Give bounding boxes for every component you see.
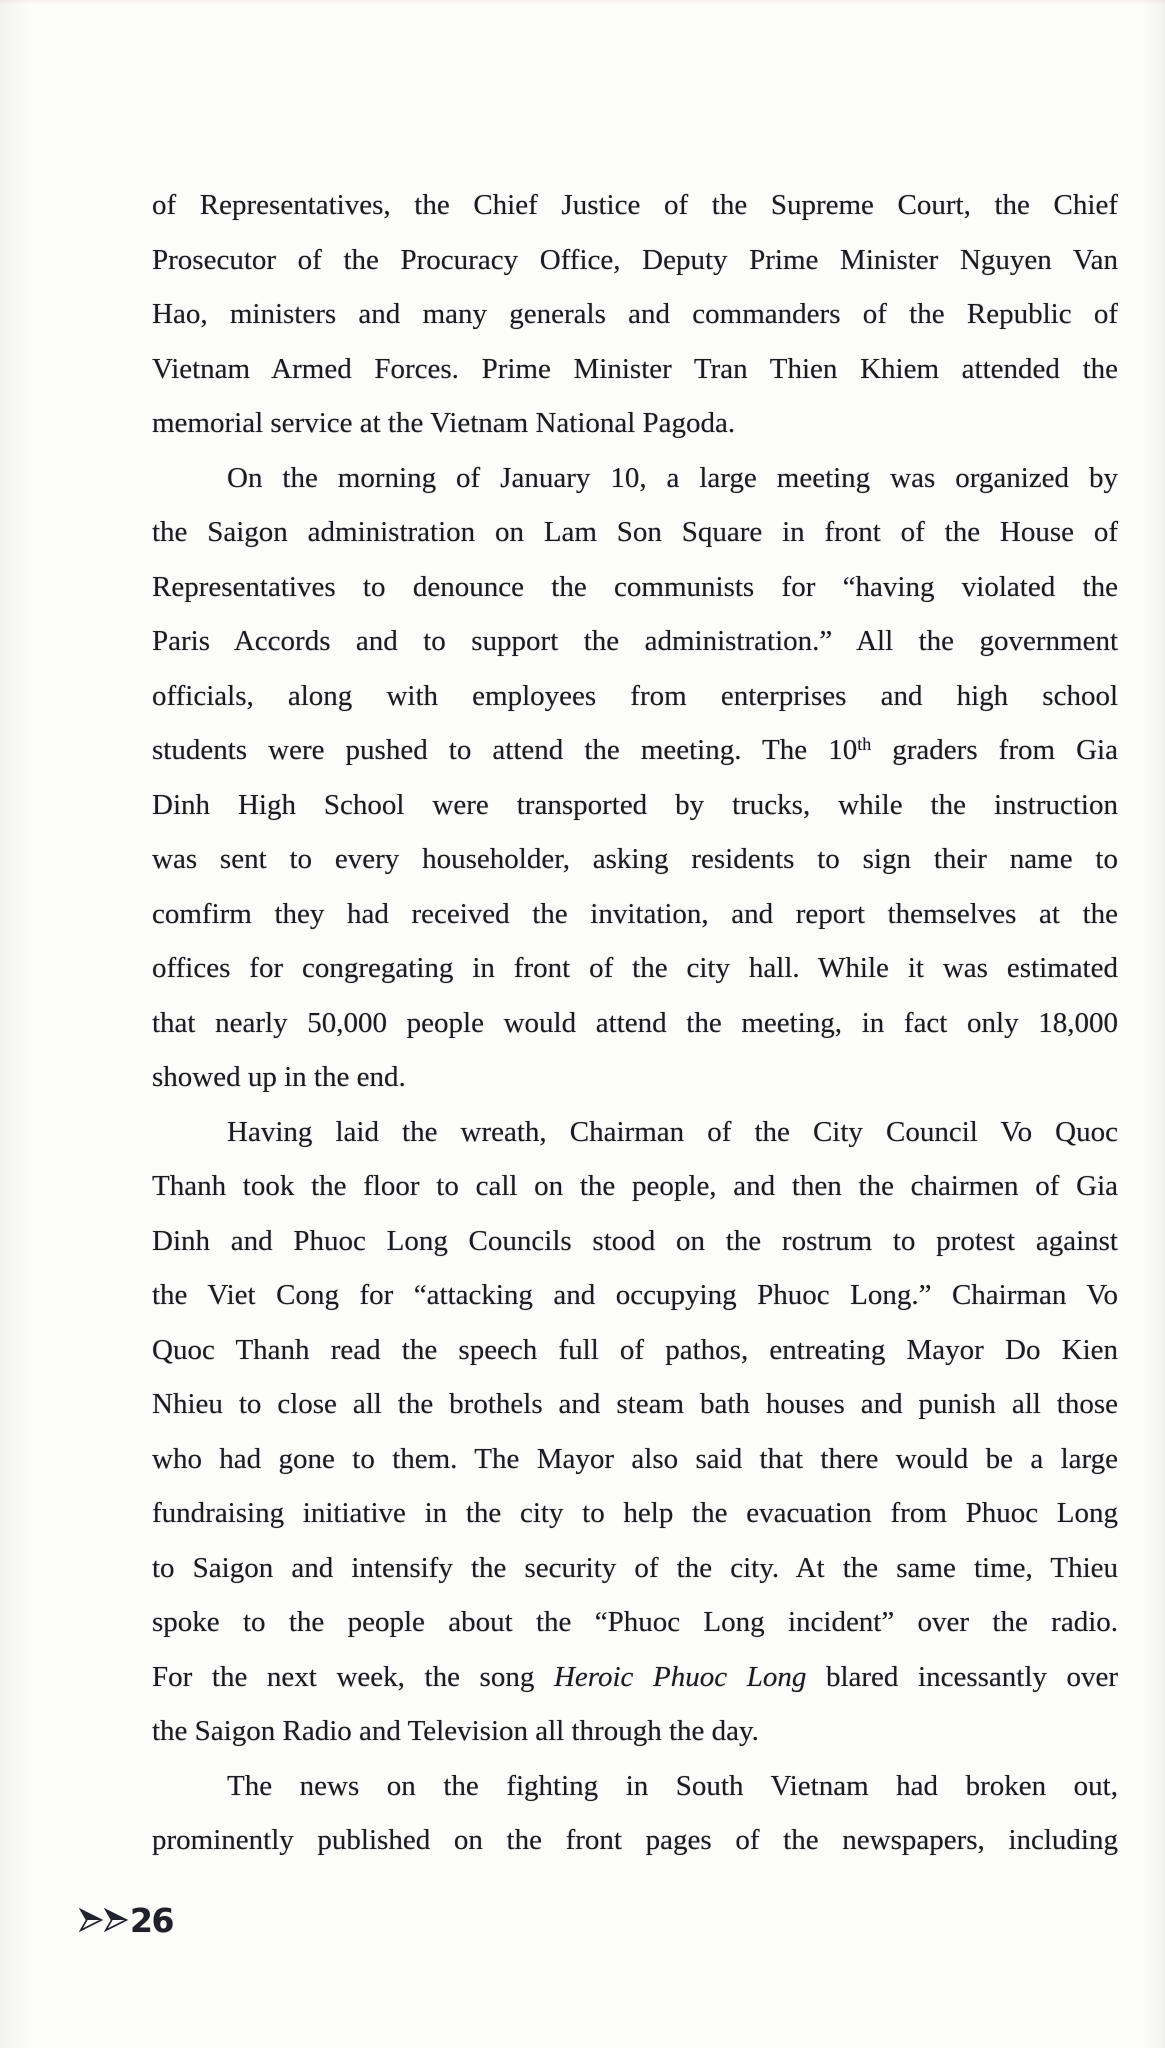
paragraph <box>152 1105 1118 1759</box>
text-line: who had gone to them. The Mayor also said that there would be a large <box>152 1442 1118 1475</box>
text-line: Hao, ministers and many generals and commanders of the Republic of <box>152 298 1118 330</box>
text-line: Prosecutor of the Procuracy Office, Deputy Prime Minister Nguyen Van <box>152 243 1118 276</box>
text-line: the Saigon Radio and Television all through the day. <box>152 1715 759 1747</box>
text-line: the Viet Cong for “attacking and occupying Phuoc Long.” Chairman Vo <box>152 1279 1118 1311</box>
text-block <box>152 178 1118 1868</box>
text-line: offices for congregating in front of the city hall. While it was estimated <box>152 952 1118 984</box>
text-line: Representatives to denounce the communists for “having violated the <box>152 570 1118 603</box>
text-line: On the morning of January 10, a large meeting was organized by <box>227 461 1118 494</box>
paragraph <box>152 178 1118 451</box>
text-line: students were pushed to attend the meeting. The 10th graders from Gia <box>152 734 1118 766</box>
text-line: that nearly 50,000 people would attend the meeting, in fact only 18,000 <box>152 1006 1118 1039</box>
text-line: was sent to every householder, asking residents to sign their name to <box>152 843 1118 875</box>
text-line: comfirm they had received the invitation, and report themselves at the <box>152 897 1118 930</box>
text-line: spoke to the people about the “Phuoc Long incident” over the radio. <box>152 1606 1118 1638</box>
text-line: to Saigon and intensify the security of the city. At the same time, Thieu <box>152 1551 1118 1584</box>
text-line: Dinh and Phuoc Long Councils stood on the rostrum to protest against <box>152 1224 1118 1257</box>
text-line: Dinh High School were transported by trucks, while the instruction <box>152 788 1118 821</box>
text-line: For the next week, the song Heroic Phuoc Long blared incessantly over <box>152 1660 1118 1693</box>
text-line: prominently published on the front pages of the newspapers, including <box>152 1824 1118 1856</box>
text-line: the Saigon administration on Lam Son Square in front of the House of <box>152 516 1118 548</box>
double-right-arrowhead-icon <box>79 1906 129 1934</box>
text-line: officials, along with employees from enterprises and high school <box>152 679 1118 712</box>
text-line: showed up in the end. <box>152 1061 406 1093</box>
page-number: 26 <box>130 1900 173 1940</box>
text-line: Having laid the wreath, Chairman of the City Council Vo Quoc <box>227 1115 1118 1148</box>
text-line: of Representatives, the Chief Justice of the Supreme Court, the Chief <box>152 189 1118 221</box>
page-footer <box>79 1898 173 1942</box>
text-line: fundraising initiative in the city to help the evacuation from Phuoc Long <box>152 1497 1118 1529</box>
paragraph <box>152 451 1118 1105</box>
text-line: Paris Accords and to support the administration.” All the government <box>152 625 1118 657</box>
text-line: Quoc Thanh read the speech full of pathos, entreating Mayor Do Kien <box>152 1333 1118 1366</box>
text-line: Nhieu to close all the brothels and steam bath houses and punish all those <box>152 1388 1118 1420</box>
text-line: The news on the fighting in South Vietnam had broken out, <box>227 1769 1118 1802</box>
text-line: Vietnam Armed Forces. Prime Minister Tran Thien Khiem attended the <box>152 352 1118 385</box>
text-line: memorial service at the Vietnam National Pagoda. <box>152 407 736 439</box>
paragraph <box>152 1759 1118 1868</box>
text-line: Thanh took the floor to call on the people, and then the chairmen of Gia <box>152 1170 1118 1202</box>
